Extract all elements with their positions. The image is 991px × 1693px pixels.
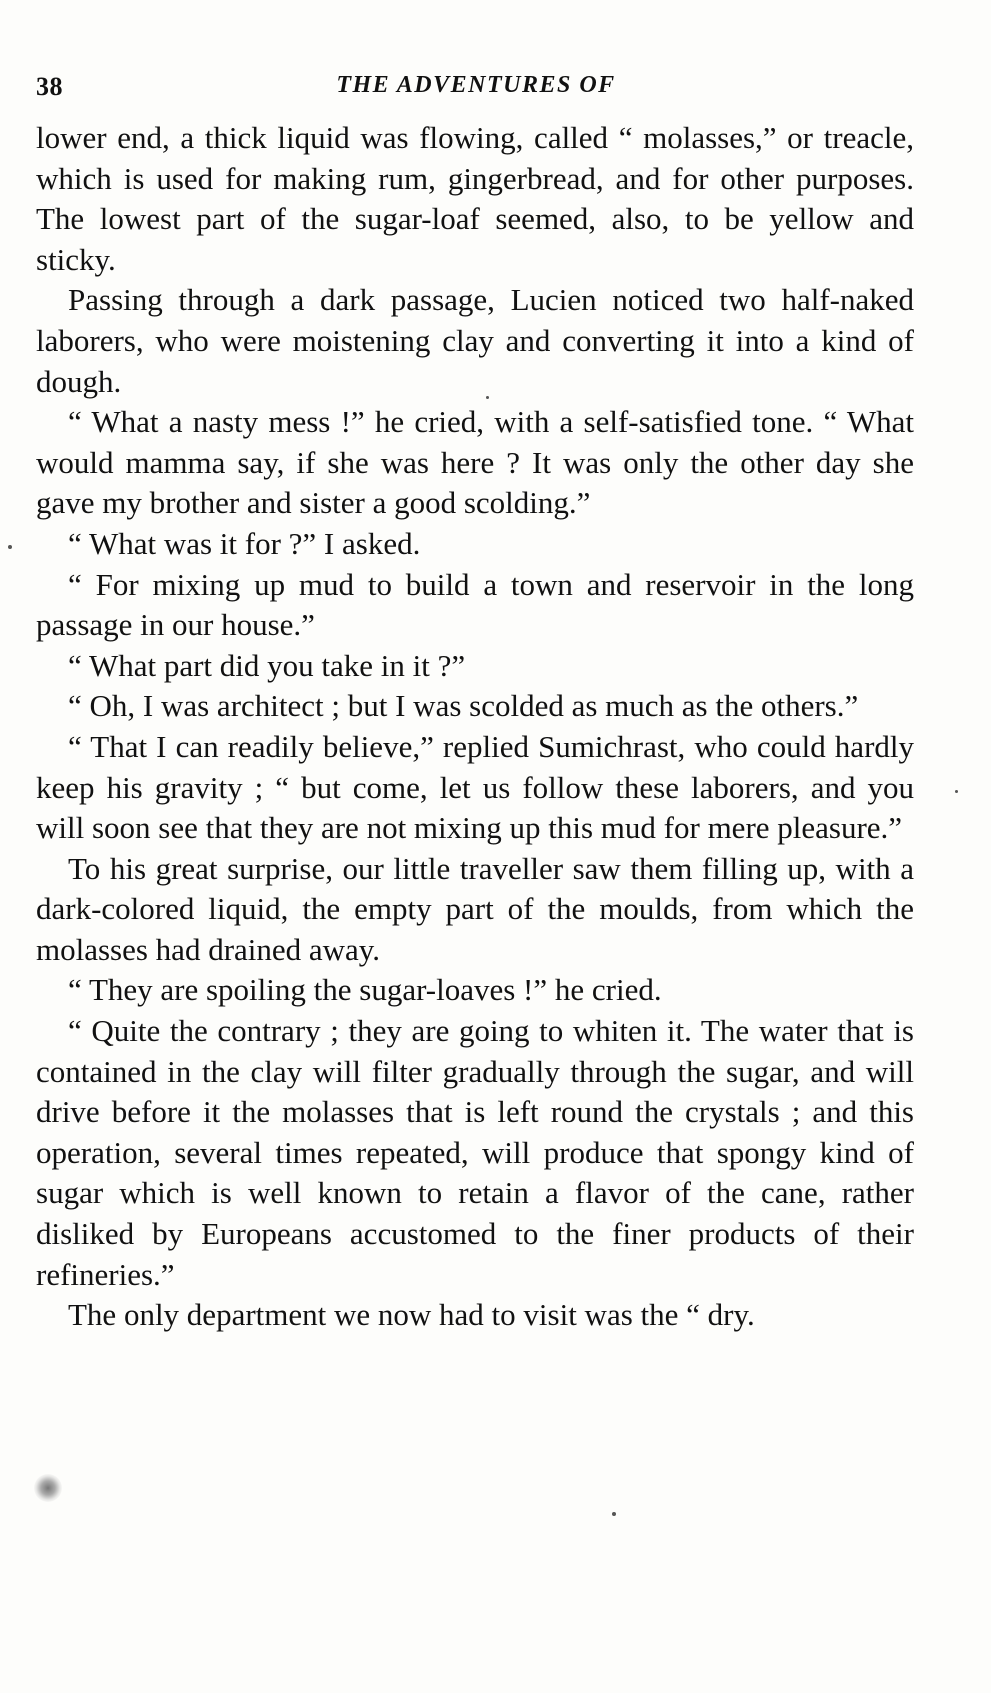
paragraph: Passing through a dark passage, Lucien noticed two half-naked laborers, who were moistening clay and converting it into a kind of dough. [36,282,914,399]
paragraph: lower end, a thick liquid was flowing, called “ molasses,” or treacle, which is used for making rum, gingerbread, and for other purposes. The lowest part of the sugar-loaf seemed, also, to be yellow and sticky. [36,120,914,277]
paragraph: The only department we now had to visit was the “ dry. [68,1297,755,1333]
body-text [36,118,914,1336]
paragraph: “ What part did you take in it ?” [68,647,466,683]
page-speck [8,545,12,549]
page-speck [612,1512,616,1516]
paragraph: “ Oh, I was architect ; but I was scolded as much as the others.” [68,688,859,724]
paragraph: “ Quite the contrary ; they are going to whiten it. The water that is contained in the clay will filter gradually through the sugar, and will drive before it the molasses that is left round the crystals ; and this operation, several times repeated, will produce that spongy kind of sugar which is well known to retain a flavor of the cane, rather disliked by Europeans accustomed to the finer products of their refineries.” [36,1013,914,1292]
paragraph: “ What was it for ?” I asked. [68,525,421,561]
paragraph: “ They are spoiling the sugar-loaves !” he cried. [68,972,662,1008]
paragraph: “ For mixing up mud to build a town and reservoir in the long passage in our house.” [36,566,914,643]
paragraph: To his great surprise, our little traveller saw them filling up, with a dark-colored liquid, the empty part of the moulds, from which the molasses had drained away. [36,850,914,967]
page-header [36,72,916,106]
paragraph: “ What a nasty mess !” he cried, with a self-satisfied tone. “ What would mamma say, if she was here ? It was only the other day she gave my brother and sister a good scolding.” [36,404,914,521]
page-speck [486,396,489,399]
paragraph: “ That I can readily believe,” replied Sumichrast, who could hardly keep his gravity ; “ but come, let us follow these laborers, and you will soon see that they are not mixing up this mud for mere pleasure.” [36,728,914,846]
running-title: THE ADVENTURES OF [336,72,616,98]
ink-blot [34,1474,62,1502]
page-number: 38 [36,72,63,101]
page-speck [955,790,958,793]
